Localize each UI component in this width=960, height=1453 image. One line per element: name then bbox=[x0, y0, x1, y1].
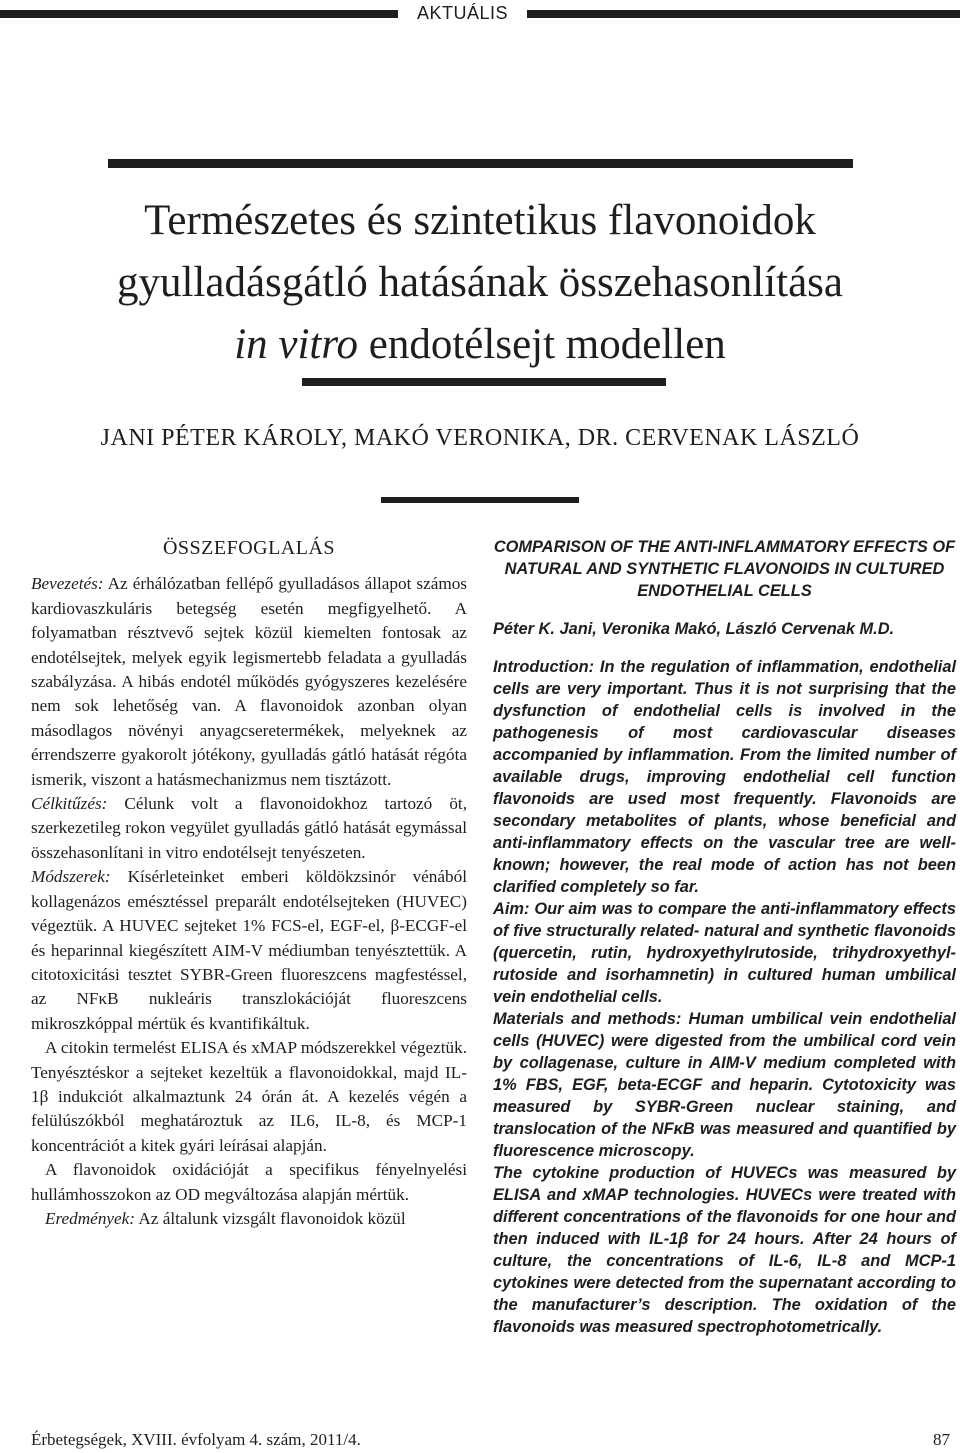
english-authors: Péter K. Jani, Veronika Makó, László Cervenak M.D. bbox=[493, 620, 895, 638]
results-text: Az általunk vizsgált flavonoidok közül bbox=[135, 1208, 406, 1228]
header-rule-right bbox=[527, 10, 960, 18]
header-rule-left bbox=[0, 10, 398, 18]
intro-label: Bevezetés: bbox=[31, 574, 104, 594]
title-line-2: gyulladásgátló hatásának összehasonlítása bbox=[116, 259, 843, 306]
aim-paragraph bbox=[31, 792, 467, 865]
english-intro: Introduction: In the regulation of inflammation, endothelial cells are very important. Thus it is not surprising that the dysfunction of endothelial cells is involved in the pathogenesis of most cardiovascular diseases accompanied by inflammation. From the limited number of available drugs, improving endothelial cell function flavonoids are used most frequently. Flavonoids are secondary metabolites of plants, whose beneficial and anti-inflammatory effects on the vascular tree are well-known; however, the real mode of action has not been clarified completely so far. bbox=[493, 658, 956, 896]
methods-paragraph bbox=[31, 865, 467, 1036]
methods-label: Módszerek: bbox=[31, 867, 111, 887]
english-title: COMPARISON OF THE ANTI-INFLAMMATORY EFFECTS OF NATURAL AND SYNTHETIC FLAVONOIDS IN CULTURED ENDOTHELIAL CELLS bbox=[493, 538, 956, 600]
intro-paragraph bbox=[31, 572, 467, 792]
oxidation-paragraph: A flavonoidok oxidációját a specifikus fényelnyelési hullámhosszokon az OD megváltozása alapján mértük. bbox=[31, 1160, 467, 1204]
title-rule-bottom bbox=[302, 378, 666, 386]
authors-rule bbox=[381, 497, 579, 503]
english-cytokine: The cytokine production of HUVECs was measured by ELISA and xMAP technologies. HUVECs were treated with different concentrations of the flavonoids for one hour and then induced with IL-1β for 24 hours. After 24 hours of culture, the concentrations of IL-6, IL-8 and MCP-1 cytokines were detected from the supernatant according to the manufacturer’s description. The oxidation of the flavonoids was measured spectrophotometrically. bbox=[493, 1164, 956, 1336]
intro-text: Az érhálózatban fellépő gyulladásos állapot számos kardiovaszkuláris betegség esetén megfigyelhető. A folyamatban résztvevő sejtek közül kiemelten fontosak az endotélsejtek, melyek egyik legismertebb feladata a gyulladás szabályzása. A hibás endotél működés gyógyszeres kezelésére nem sok lehetőség van. A flavonoidok azonban olyan másodlagos növényi anyagcseretermékek, melyeknek az érrendszerre gyakorolt jótékony, gyulladás gátló hatását régóta ismerik, viszont a hatásmechanizmus nem tisztázott. bbox=[31, 574, 467, 789]
title-italic-phrase: in vitro bbox=[234, 321, 359, 368]
authors-line: JANI PÉTER KÁROLY, MAKÓ VERONIKA, DR. CERVENAK LÁSZLÓ bbox=[100, 425, 860, 451]
cytokine-paragraph: A citokin termelést ELISA és xMAP módszerekkel végeztük. Tenyésztéskor a sejteket kezeltük a flavonoidokkal, majd IL-1β indukciót alkalmaztunk 24 órán át. A kezelés végén a felülúszókból meghatároztuk az IL6, IL-8, és MCP-1 koncentrációt a kitek gyári leírásai alapján. bbox=[31, 1038, 467, 1155]
abstract-heading: ÖSSZEFOGLALÁS bbox=[162, 537, 336, 559]
abstract-hungarian bbox=[31, 536, 467, 1231]
english-methods: Materials and methods: Human umbilical vein endothelial cells (HUVEC) were digested from the umbilical cord vein by collagenase, culture in AIM-V medium completed with 1% FBS, EGF, beta-ECGF and heparin. Cytotoxicity was measured by SYBR-Green nuclear staining, and translocation of the NFκB was measured and quantified by fluorescence microscopy. bbox=[493, 1010, 956, 1160]
section-label: AKTUÁLIS bbox=[416, 3, 509, 23]
journal-citation: Érbetegségek, XVIII. évfolyam 4. szám, 2011/4. bbox=[31, 1430, 361, 1449]
page-number: 87 bbox=[933, 1430, 950, 1449]
aim-text: Célunk volt a flavonoidokhoz tartozó öt, szerkezetileg rokon vegyület gyulladás gátló hatását egymással összehasonlítani in vitro endotélsejt tenyészeten. bbox=[31, 794, 467, 862]
title-line-3-rest: endotélsejt modellen bbox=[358, 321, 726, 368]
results-paragraph bbox=[31, 1207, 467, 1231]
title-line-1: Természetes és szintetikus flavonoidok bbox=[144, 197, 816, 244]
title-line-3 bbox=[20, 314, 940, 376]
abstract-english bbox=[493, 536, 956, 1338]
methods-text: Kísérleteinket emberi köldökzsinór vénából kollagenázos emésztéssel preparált endotélsejteken (HUVEC) végeztük. A HUVEC sejteket 1% FCS-el, EGF-el, β-ECGF-el és heparinnal kiegészített AIM-V médiumban tenyésztettük. A citotoxicitási tesztet SYBR-Green fluoreszcens magfestéssel, az NFκB nukleáris transzlokációját fluoreszcens mikroszkóppal mértük és kvantifikáltuk. bbox=[31, 867, 467, 1033]
article-title bbox=[20, 190, 940, 376]
english-aim: Aim: Our aim was to compare the anti-inflammatory effects of five structurally related- natural and synthetic flavonoids (quercetin, rutin, hydroxyethylrutoside, trihydroxyethyl-rutoside and isorhamnetin) in cultured human umbilical vein endothelial cells. bbox=[493, 900, 956, 1006]
aim-label: Célkitűzés: bbox=[31, 794, 108, 814]
title-rule-top bbox=[108, 159, 853, 168]
results-label: Eredmények: bbox=[45, 1208, 136, 1228]
